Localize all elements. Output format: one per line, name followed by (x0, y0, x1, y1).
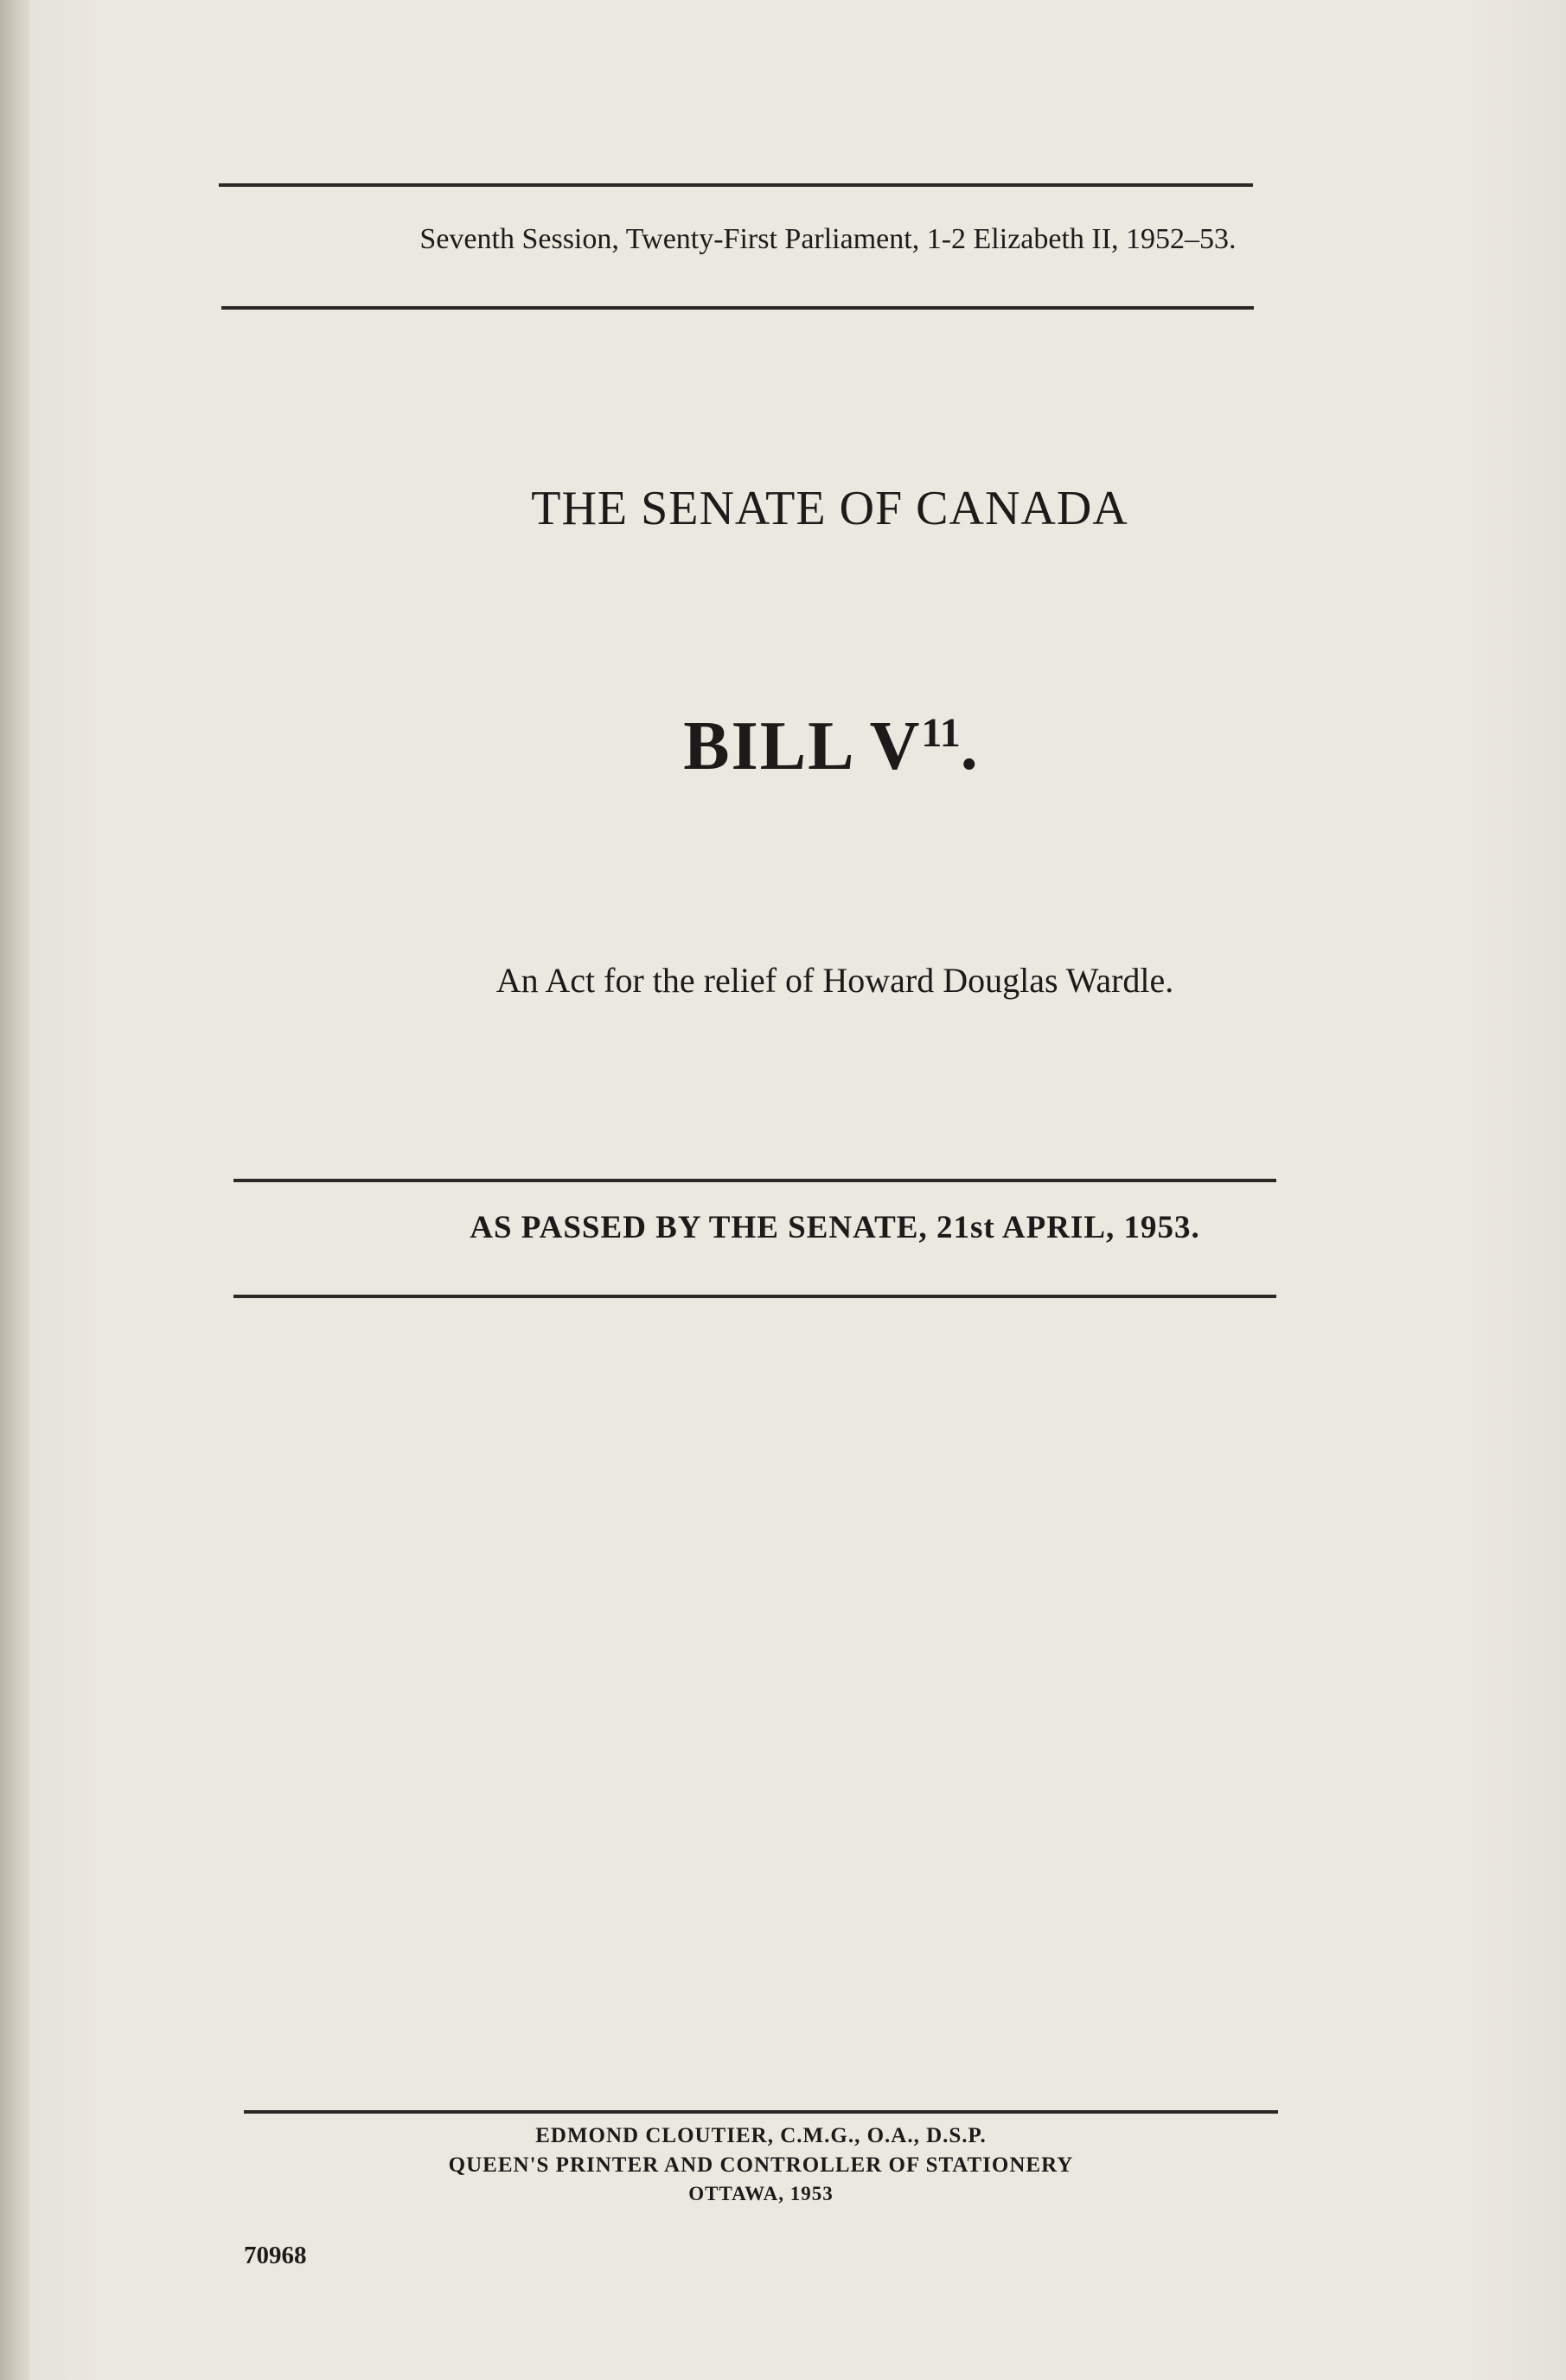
printer-name: EDMOND CLOUTIER, C.M.G., O.A., D.S.P. (535, 2124, 987, 2147)
printer-top-rule (244, 2110, 1278, 2114)
passed-bottom-rule (233, 1295, 1276, 1298)
binding-edge (0, 0, 29, 2380)
print-number: 70968 (244, 2242, 307, 2269)
bill-suffix: . (960, 708, 980, 784)
printer-city: OTTAWA, 1953 (688, 2183, 834, 2204)
act-title: An Act for the relief of Howard Douglas Wardle. (495, 961, 1174, 1000)
passed-line: AS PASSED BY THE SENATE, 21st APRIL, 1953. (470, 1210, 1200, 1245)
house-title: THE SENATE OF CANADA (531, 482, 1128, 535)
printer-title: QUEEN'S PRINTER AND CONTROLLER OF STATIONERY (448, 2153, 1074, 2177)
bill-title (48, 707, 1566, 786)
session-bottom-rule (221, 306, 1254, 310)
bill-prefix: BILL V (683, 708, 922, 784)
passed-top-rule (233, 1179, 1276, 1182)
top-rule (219, 183, 1253, 187)
bill-superscript: 11 (921, 710, 961, 756)
session-line: Seventh Session, Twenty-First Parliament, 1-2 Elizabeth II, 1952–53. (419, 223, 1237, 255)
